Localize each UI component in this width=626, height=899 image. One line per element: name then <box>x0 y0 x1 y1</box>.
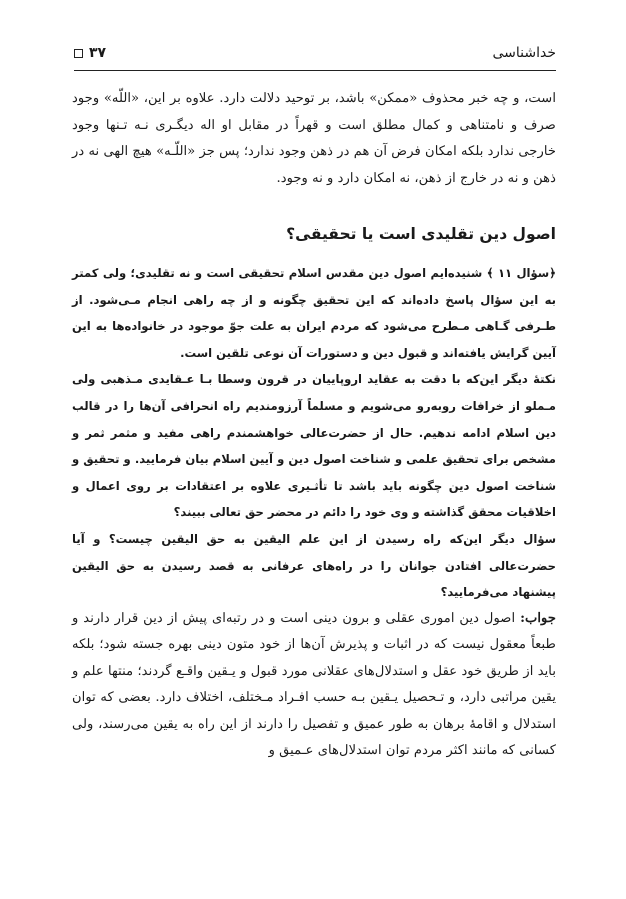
question-paragraph: ﴿سؤال ۱۱ ﴾ شنیده‌ایم اصول دین مقدس اسلام تحقیقی است و نه تقلیدی؛ ولی کمتر به این سؤال پاسخ داده‌اند که این تحقیق چگونه و از چه راهی انجام مـی‌شود. از طـرفی گـاهی مـطرح می‌شود که مردم ایران به علت جوّ موجود در خانواده‌ها به این آیین گرایش یافته‌اند و قبول دین و دستورات آن نوعی تلقین است. <box>72 266 556 360</box>
page-body <box>72 86 556 765</box>
header-divider <box>74 70 556 71</box>
answer-text: اصول دین اموری عقلی و برون دینی است و در رتبه‌ای پیش از دین قرار دارند و طبعاً معقول نیست که در اثبات و پذیرش آن‌ها از خود متون دینی بهره جسته شود؛ بلکه باید از طریق خود عقل و استدلال‌های عقلانی مورد قبول و یـقین واقـع گردند؛ منتها علم و یقین مراتبی دارد، و تـحصیل یـقین بـه حسب افـراد مـختلف، اختلاف دارد. بعضی که توان استدلال و اقامهٔ برهان به طور عمیق و تفصیل را دارند از این راه به یقین می‌رسند، ولی کسانی که مانند اکثر مردم توان استدلال‌های عـمیق و <box>72 610 556 759</box>
paragraph-intro: است، و چه خبر محذوف «ممکن» باشد، بر توحید دلالت دارد. علاوه بر این، «اللّه» وجود صرف و نامتناهی و کمال مطلق است و قهراً در مقابل او اله دیگـری نـه تـنها وجود خارجی ندارد بلکه امکان فرض آن هم در ذهن وجود ندارد؛ پس جز «اللّـه» هیچ الهی نه در ذهن و نه در خارج از ذهن، نه امکان دارد و نه وجود. <box>72 91 556 186</box>
page-number-text: ۳۷ <box>89 45 107 61</box>
answer-paragraph <box>72 606 556 765</box>
section-heading: اصول دین تقلیدی است یا تحقیقی؟ <box>286 225 556 243</box>
question2-paragraph: سؤال دیگر این‌که راه رسیدن از این علم الیقین به حق الیقین چیست؟ و آیا حضرت‌عالی افتادن جوانان را در راه‌های عرفانی به قصد رسیدن به حق الیقین پیشنهاد می‌فرمایید؟ <box>72 531 556 600</box>
page-number <box>74 45 106 61</box>
square-icon <box>74 49 83 58</box>
running-title: خداشناسی <box>492 45 556 61</box>
point-paragraph: نکتهٔ دیگر این‌که با دقت به عقاید اروپاییان در قرون وسطا بـا عـقایدی مـذهبی ولی مـملو از خرافات روبه‌رو می‌شویم و مسلماً آرزومندیم راه انحرافی آن‌ها را در قالب دین اسلام ادامه ندهیم. حال از حضرت‌عالی خواهشمندم راهی مفید و مثمر ثمر و مشخص برای تحقیق علمی و شناخت اصول دین و آیین اسلام بیان فرمایید. و تحقیق و شناخت اصول دین چگونه باید باشد تا تأثـیری علاوه بر اعتقادات بر روی اعمال و اخلاقیات محقق گذاشته و وی خود را دائم در محضر حق تعالی ببیند؟ <box>72 372 556 520</box>
answer-label: جواب: <box>520 610 556 626</box>
page-header <box>74 40 556 66</box>
